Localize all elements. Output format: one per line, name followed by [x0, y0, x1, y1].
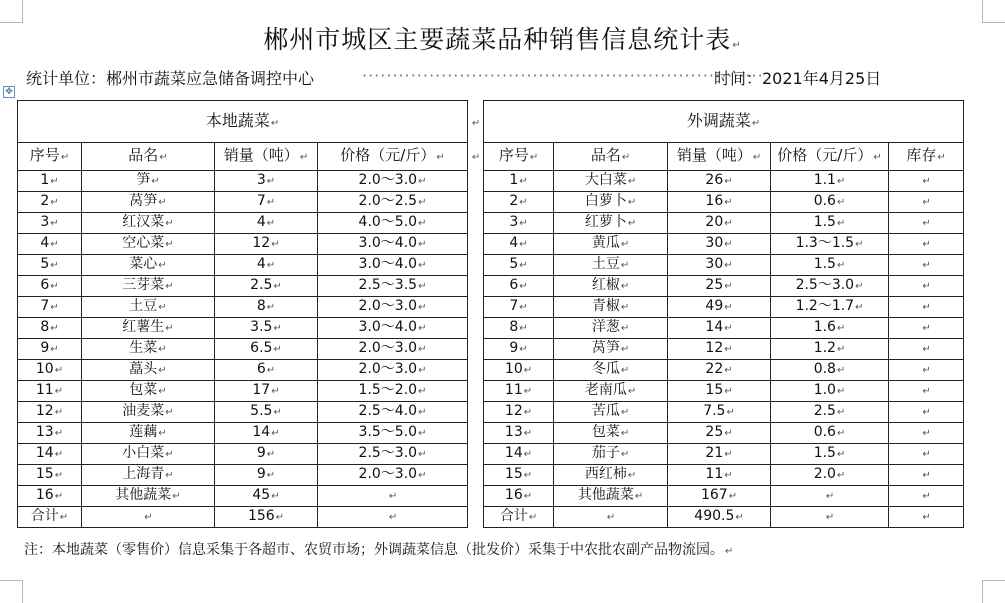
external-seq-cell: 9↵ [484, 339, 554, 360]
external-seq-cell: 14↵ [484, 444, 554, 465]
external-sales-cell: 25↵ [668, 276, 771, 297]
external-name-cell: 西红柿↵ [554, 465, 668, 486]
external-price-cell: 1.2～1.7↵ [771, 297, 889, 318]
local-sales-cell: 3.5↵ [215, 318, 318, 339]
external-seq-cell: 7↵ [484, 297, 554, 318]
local-price-cell: 3.0～4.0↵ [318, 234, 468, 255]
local-sales-cell: 6↵ [215, 360, 318, 381]
external-seq-cell: 15↵ [484, 465, 554, 486]
external-price-cell: 1.3～1.5↵ [771, 234, 889, 255]
column-gap [468, 171, 484, 192]
external-seq-cell: 5↵ [484, 255, 554, 276]
column-gap [468, 213, 484, 234]
local-sales-cell: 3↵ [215, 171, 318, 192]
table-row [18, 360, 964, 381]
external-price-cell: 1.5↵ [771, 255, 889, 276]
local-price-cell: 2.5～3.5↵ [318, 276, 468, 297]
external-name-cell: 青椒↵ [554, 297, 668, 318]
external-seq-cell: 8↵ [484, 318, 554, 339]
local-name-cell: 藠头↵ [82, 360, 215, 381]
local-name-cell: 生菜↵ [82, 339, 215, 360]
external-sales-cell: 30↵ [668, 234, 771, 255]
header-seq: 序号↵ [18, 143, 82, 171]
external-stock-cell: ↵ [889, 381, 964, 402]
local-price-cell: 4.0～5.0↵ [318, 213, 468, 234]
external-stock-cell: ↵ [889, 255, 964, 276]
local-seq-cell: 11↵ [18, 381, 82, 402]
table-row [18, 444, 964, 465]
external-price-cell: 1.1↵ [771, 171, 889, 192]
external-sales-cell: 20↵ [668, 213, 771, 234]
table-row [18, 402, 964, 423]
header-sales: 销量（吨）↵ [668, 143, 771, 171]
external-stock-cell: ↵ [889, 276, 964, 297]
local-sales-cell: 9↵ [215, 444, 318, 465]
local-sales-cell: 17↵ [215, 381, 318, 402]
page-corner-mark [0, 580, 23, 603]
table-row [18, 255, 964, 276]
table-row [18, 213, 964, 234]
local-sales-cell: 12↵ [215, 234, 318, 255]
external-name-cell: 红萝卜↵ [554, 213, 668, 234]
local-name-cell: 菜心↵ [82, 255, 215, 276]
statistics-unit: 统计单位：郴州市蔬菜应急储备调控中心 [26, 69, 315, 88]
external-name-cell: 土豆↵ [554, 255, 668, 276]
local-seq-cell: 12↵ [18, 402, 82, 423]
external-seq-cell: 2↵ [484, 192, 554, 213]
local-price-cell: 2.0～3.0↵ [318, 297, 468, 318]
local-price-cell: 2.5～3.0↵ [318, 444, 468, 465]
local-seq-cell: 10↵ [18, 360, 82, 381]
external-name-cell: 包菜↵ [554, 423, 668, 444]
header-price: 价格（元/斤）↵ [318, 143, 468, 171]
local-name-cell: 空心菜↵ [82, 234, 215, 255]
external-sales-cell: 30↵ [668, 255, 771, 276]
column-gap [468, 339, 484, 360]
external-name-cell: 白萝卜↵ [554, 192, 668, 213]
local-seq-cell: 6↵ [18, 276, 82, 297]
local-seq-cell: 1↵ [18, 171, 82, 192]
footnote: 注：本地蔬菜（零售价）信息采集于各超市、农贸市场；外调蔬菜信息（批发价）采集于中农批农副产品物流园。↵ [24, 542, 734, 558]
header-name: 品名↵ [82, 143, 215, 171]
table-row [18, 192, 964, 213]
local-name-cell: 小白菜↵ [82, 444, 215, 465]
external-seq-cell: 4↵ [484, 234, 554, 255]
local-sales-cell: 5.5↵ [215, 402, 318, 423]
column-gap [468, 276, 484, 297]
table-row [18, 486, 964, 507]
external-group-header: 外调蔬菜↵ [484, 101, 964, 143]
external-name-cell: 大白菜↵ [554, 171, 668, 192]
external-price-cell: 1.5↵ [771, 444, 889, 465]
document-title: 郴州市城区主要蔬菜品种销售信息统计表↵ [263, 25, 742, 54]
local-price-cell: 3.5～5.0↵ [318, 423, 468, 444]
local-group-header: 本地蔬菜↵ [18, 101, 468, 143]
local-name-cell: 其他蔬菜↵ [82, 486, 215, 507]
external-sales-cell: 49↵ [668, 297, 771, 318]
external-stock-cell: ↵ [889, 423, 964, 444]
table-move-handle-icon[interactable]: ✥ [3, 86, 15, 98]
empty-cell: ↵ [889, 507, 964, 528]
local-price-cell: 2.5～4.0↵ [318, 402, 468, 423]
local-name-cell: 三芽菜↵ [82, 276, 215, 297]
column-gap [468, 234, 484, 255]
local-price-cell: 3.0～4.0↵ [318, 255, 468, 276]
external-stock-cell: ↵ [889, 486, 964, 507]
table-row [18, 297, 964, 318]
external-stock-cell: ↵ [889, 297, 964, 318]
local-name-cell: 莴笋↵ [82, 192, 215, 213]
local-seq-cell: 9↵ [18, 339, 82, 360]
column-gap [468, 402, 484, 423]
external-name-cell: 莴笋↵ [554, 339, 668, 360]
external-price-cell: 0.8↵ [771, 360, 889, 381]
external-stock-cell: ↵ [889, 192, 964, 213]
column-gap: ↵ [468, 101, 484, 143]
local-sales-cell: 2.5↵ [215, 276, 318, 297]
column-gap [468, 318, 484, 339]
column-gap [468, 360, 484, 381]
external-name-cell: 红椒↵ [554, 276, 668, 297]
local-sales-cell: 7↵ [215, 192, 318, 213]
local-seq-cell: 2↵ [18, 192, 82, 213]
local-seq-cell: 5↵ [18, 255, 82, 276]
column-gap [468, 486, 484, 507]
header-sales: 销量（吨）↵ [215, 143, 318, 171]
external-stock-cell: ↵ [889, 171, 964, 192]
local-price-cell: 3.0～4.0↵ [318, 318, 468, 339]
local-seq-cell: 4↵ [18, 234, 82, 255]
total-label-cell: 合计↵ [18, 507, 82, 528]
external-name-cell: 黄瓜↵ [554, 234, 668, 255]
table-row [18, 171, 964, 192]
external-stock-cell: ↵ [889, 213, 964, 234]
local-price-cell: ↵ [318, 486, 468, 507]
external-seq-cell: 11↵ [484, 381, 554, 402]
external-name-cell: 冬瓜↵ [554, 360, 668, 381]
column-gap [468, 255, 484, 276]
external-price-cell: 1.2↵ [771, 339, 889, 360]
external-price-cell: 2.5↵ [771, 402, 889, 423]
local-seq-cell: 7↵ [18, 297, 82, 318]
external-sales-cell: 22↵ [668, 360, 771, 381]
header-seq: 序号↵ [484, 143, 554, 171]
report-date: 时间：2021年4月25日 [714, 69, 882, 88]
leader-dots: ·································································· [362, 66, 764, 85]
external-stock-cell: ↵ [889, 360, 964, 381]
local-sales-cell: 8↵ [215, 297, 318, 318]
column-gap: ↵ [468, 143, 484, 171]
external-stock-cell: ↵ [889, 444, 964, 465]
local-sales-cell: 14↵ [215, 423, 318, 444]
local-name-cell: 红汉菜↵ [82, 213, 215, 234]
external-sales-cell: 14↵ [668, 318, 771, 339]
column-gap [468, 423, 484, 444]
local-price-cell: 2.0～3.0↵ [318, 339, 468, 360]
external-price-cell: ↵ [771, 486, 889, 507]
external-stock-cell: ↵ [889, 339, 964, 360]
table-row [18, 423, 964, 444]
local-seq-cell: 13↵ [18, 423, 82, 444]
local-price-cell: 2.0～3.0↵ [318, 360, 468, 381]
total-row [18, 507, 964, 528]
local-seq-cell: 16↵ [18, 486, 82, 507]
column-gap [468, 444, 484, 465]
local-seq-cell: 15↵ [18, 465, 82, 486]
column-gap [468, 507, 484, 528]
external-seq-cell: 12↵ [484, 402, 554, 423]
local-name-cell: 油麦菜↵ [82, 402, 215, 423]
vegetable-sales-table [17, 100, 964, 528]
external-sales-cell: 25↵ [668, 423, 771, 444]
local-name-cell: 莲藕↵ [82, 423, 215, 444]
local-seq-cell: 8↵ [18, 318, 82, 339]
local-name-cell: 上海青↵ [82, 465, 215, 486]
external-stock-cell: ↵ [889, 465, 964, 486]
local-name-cell: 土豆↵ [82, 297, 215, 318]
external-name-cell: 茄子↵ [554, 444, 668, 465]
external-seq-cell: 10↵ [484, 360, 554, 381]
table-row [18, 465, 964, 486]
header-stock: 库存↵ [889, 143, 964, 171]
external-name-cell: 洋葱↵ [554, 318, 668, 339]
empty-cell: ↵ [771, 507, 889, 528]
external-name-cell: 其他蔬菜↵ [554, 486, 668, 507]
local-name-cell: 包菜↵ [82, 381, 215, 402]
external-price-cell: 1.6↵ [771, 318, 889, 339]
page-corner-mark [982, 580, 1005, 603]
table-row [18, 381, 964, 402]
external-name-cell: 苦瓜↵ [554, 402, 668, 423]
external-price-cell: 0.6↵ [771, 192, 889, 213]
column-gap [468, 297, 484, 318]
local-name-cell: 笋↵ [82, 171, 215, 192]
table-row [18, 339, 964, 360]
table-row [18, 234, 964, 255]
header-price: 价格（元/斤）↵ [771, 143, 889, 171]
external-price-cell: 1.5↵ [771, 213, 889, 234]
column-gap [468, 465, 484, 486]
local-sales-cell: 9↵ [215, 465, 318, 486]
local-sales-cell: 45↵ [215, 486, 318, 507]
empty-cell: ↵ [554, 507, 668, 528]
external-sales-cell: 15↵ [668, 381, 771, 402]
column-gap [468, 192, 484, 213]
empty-cell: ↵ [82, 507, 215, 528]
local-seq-cell: 3↵ [18, 213, 82, 234]
local-sales-cell: 4↵ [215, 255, 318, 276]
total-label-cell: 合计↵ [484, 507, 554, 528]
local-price-cell: 2.0～3.0↵ [318, 171, 468, 192]
local-price-cell: 2.0～3.0↵ [318, 465, 468, 486]
external-price-cell: 2.0↵ [771, 465, 889, 486]
external-seq-cell: 1↵ [484, 171, 554, 192]
external-sales-cell: 26↵ [668, 171, 771, 192]
external-price-cell: 1.0↵ [771, 381, 889, 402]
external-stock-cell: ↵ [889, 402, 964, 423]
local-seq-cell: 14↵ [18, 444, 82, 465]
external-seq-cell: 16↵ [484, 486, 554, 507]
external-stock-cell: ↵ [889, 318, 964, 339]
external-seq-cell: 6↵ [484, 276, 554, 297]
info-line [26, 66, 966, 90]
external-sales-cell: 7.5↵ [668, 402, 771, 423]
header-name: 品名↵ [554, 143, 668, 171]
local-name-cell: 红薯生↵ [82, 318, 215, 339]
external-sales-cell: 21↵ [668, 444, 771, 465]
local-total-sales-cell: 156↵ [215, 507, 318, 528]
local-price-cell: 2.0～2.5↵ [318, 192, 468, 213]
local-price-cell: 1.5～2.0↵ [318, 381, 468, 402]
external-seq-cell: 3↵ [484, 213, 554, 234]
column-gap [468, 381, 484, 402]
table-row [18, 318, 964, 339]
external-price-cell: 0.6↵ [771, 423, 889, 444]
external-sales-cell: 11↵ [668, 465, 771, 486]
table-row [18, 276, 964, 297]
local-sales-cell: 4↵ [215, 213, 318, 234]
external-sales-cell: 16↵ [668, 192, 771, 213]
external-price-cell: 2.5～3.0↵ [771, 276, 889, 297]
external-stock-cell: ↵ [889, 234, 964, 255]
local-sales-cell: 6.5↵ [215, 339, 318, 360]
external-name-cell: 老南瓜↵ [554, 381, 668, 402]
external-total-sales-cell: 490.5↵ [668, 507, 771, 528]
empty-cell: ↵ [318, 507, 468, 528]
external-sales-cell: 12↵ [668, 339, 771, 360]
external-sales-cell: 167↵ [668, 486, 771, 507]
external-seq-cell: 13↵ [484, 423, 554, 444]
